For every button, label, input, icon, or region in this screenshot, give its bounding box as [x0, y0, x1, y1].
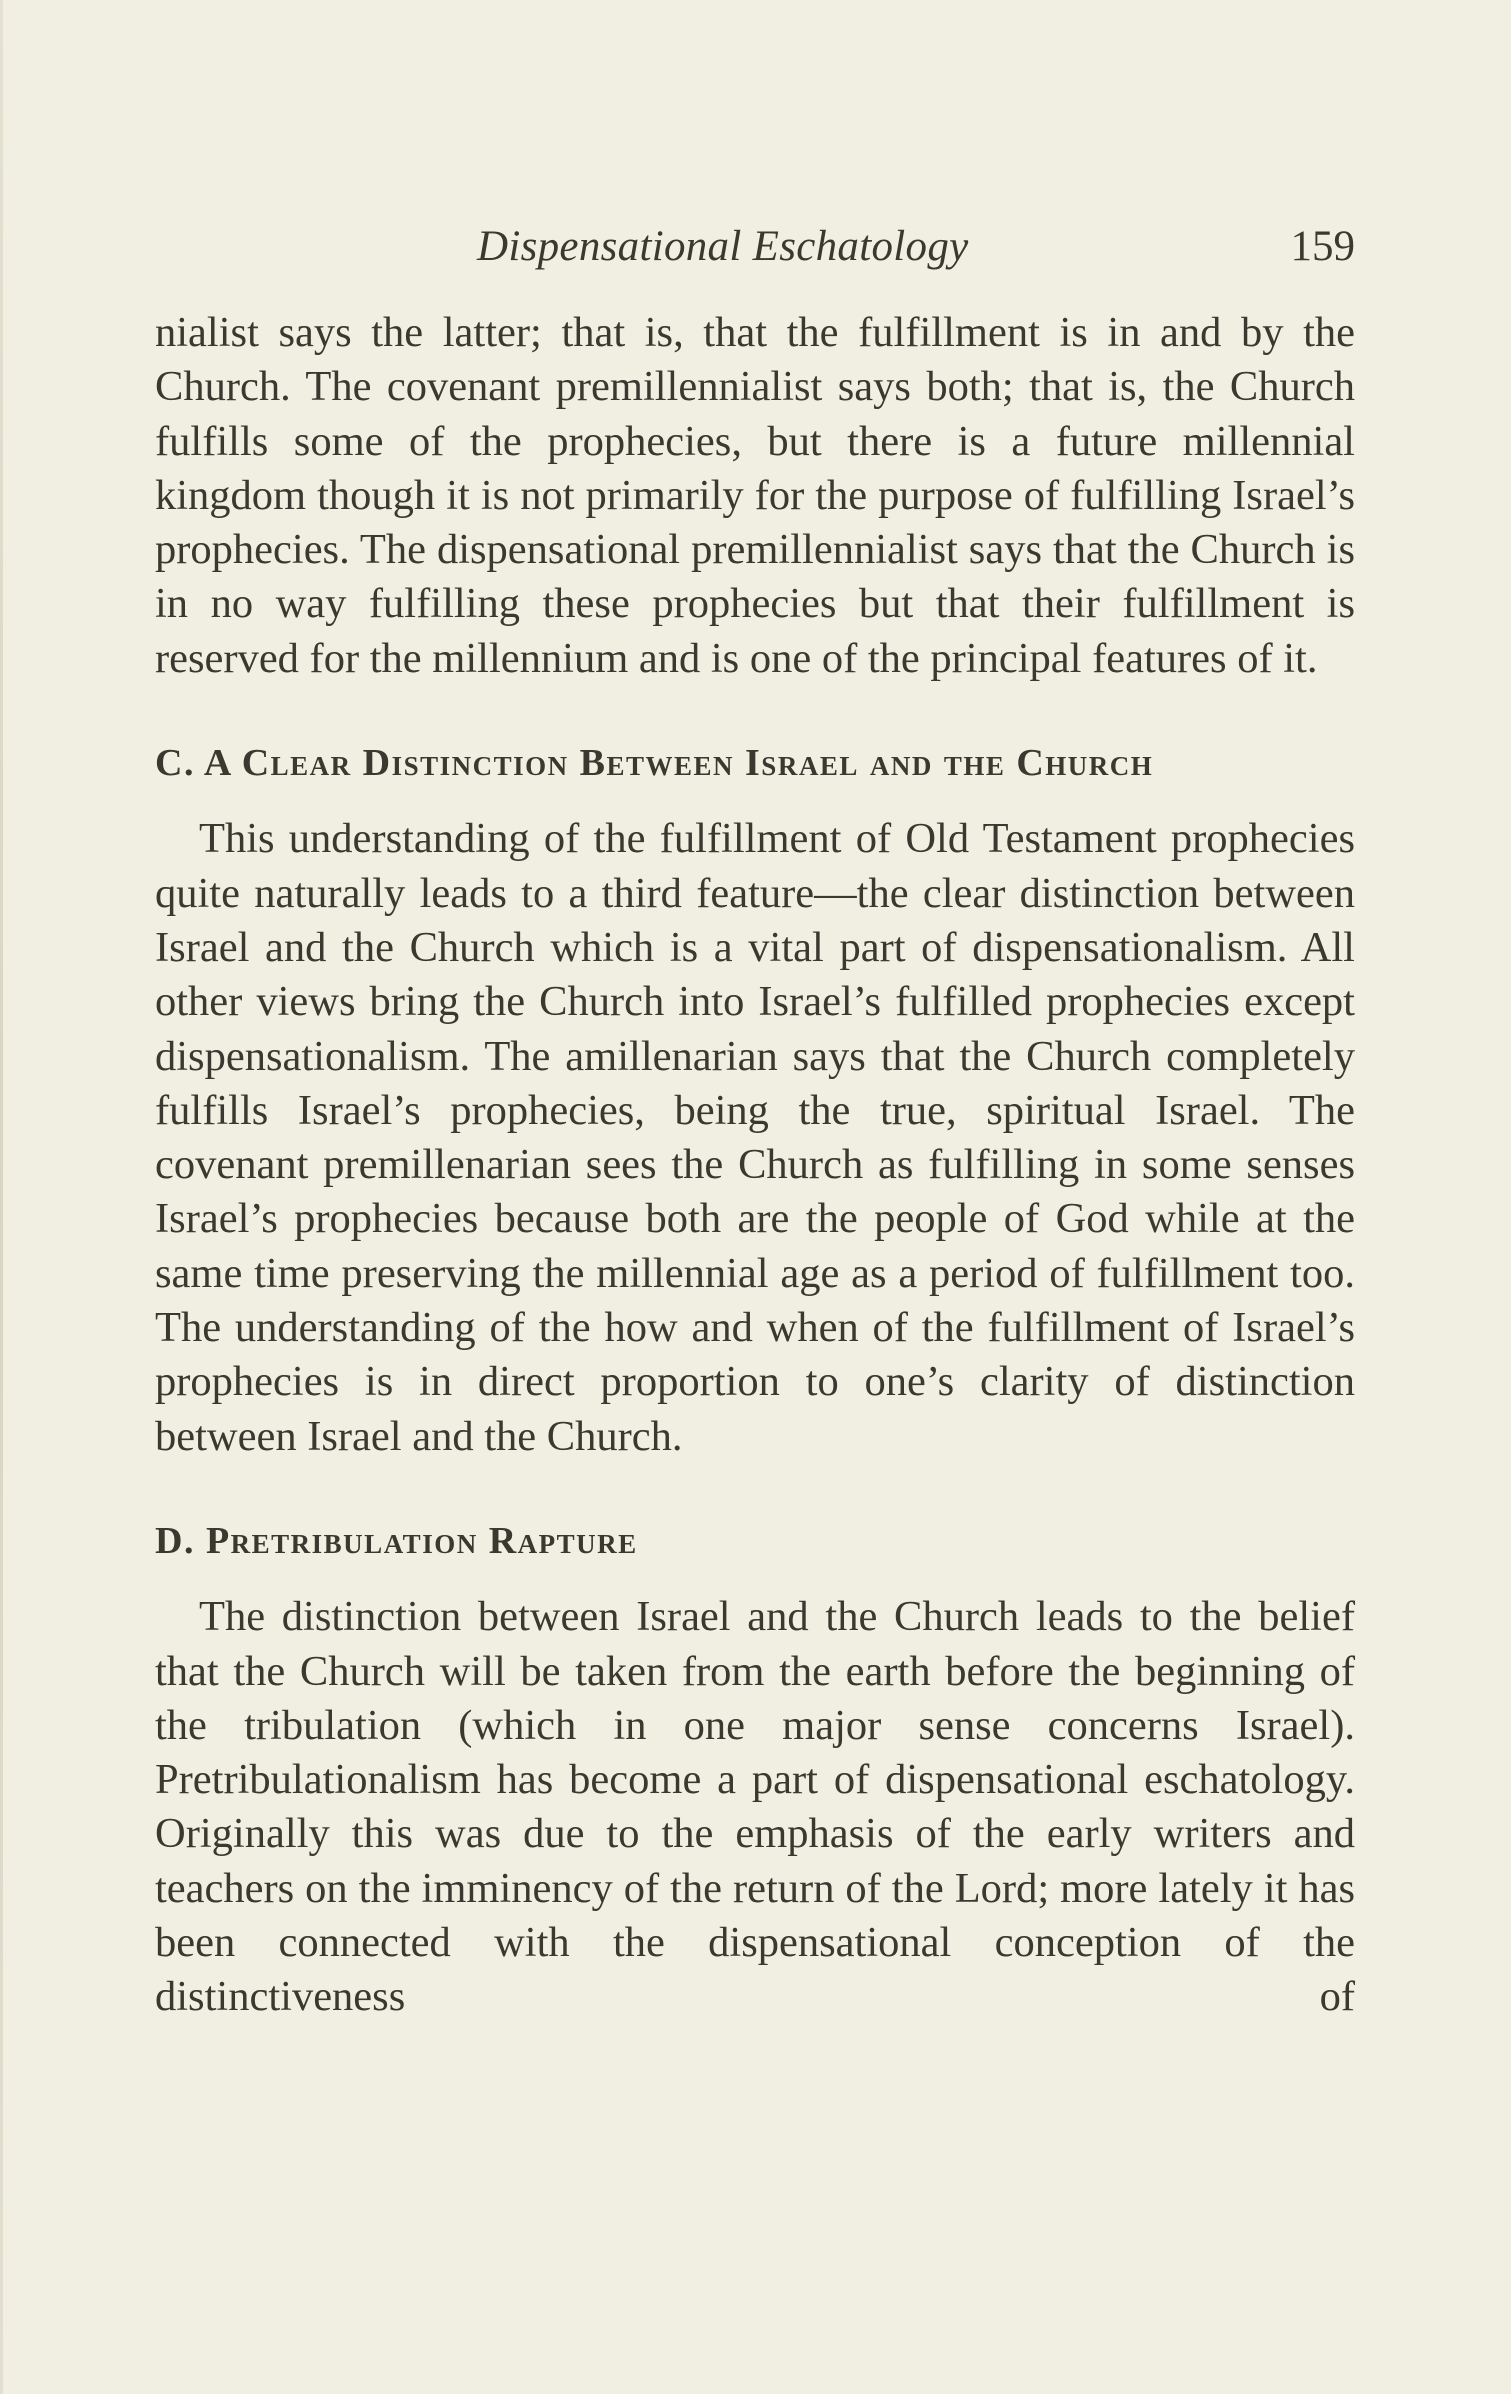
running-head: [155, 222, 1355, 282]
spacer: [155, 1568, 1355, 1590]
section-d-paragraph: The distinction between Israel and the Church leads to the belief that the Church will be taken from the earth before the beginning of the tribulation (which in one major sense concerns Israel). Pretribulationalism has become a part of dispensational eschatology. Originally this was due to the emphasis of the early writers and teachers on the imminency of the return of the Lord; more lately it has been connected with the dispensational conception of the distinctiveness of: [155, 1593, 1355, 2021]
section-c-heading: C. A Clear Distinction Between Israel and the Church: [155, 742, 1154, 785]
spacer: [155, 1464, 1355, 1514]
spacer: [155, 790, 1355, 812]
page-edge: [0, 0, 3, 2394]
section-d-heading: D. Pretribulation Rapture: [155, 1519, 638, 1562]
spacer: [155, 686, 1355, 736]
running-head-title: Dispensational Eschatology: [477, 223, 969, 270]
page-number: 159: [1290, 223, 1355, 270]
page-body: [155, 306, 1355, 2025]
section-c-paragraph: This understanding of the fulfillment of Old Testament prophecies quite naturally leads to a third feature—the clear distinction between Israel and the Church which is a vital part of dispensationalism. All other views bring the Church into Israel’s fulfilled prophecies except dispensationalism. The amillenarian says that the Church completely fulfills Israel’s prophecies, being the true, spiritual Israel. The covenant premillenarian sees the Church as fulfilling in some senses Israel’s prophecies because both are the people of God while at the same time preserving the millennial age as a period of fulfillment too. The understanding of the how and when of the fulfillment of Israel’s prophecies is in direct proportion to one’s clarity of distinction between Israel and the Church.: [155, 815, 1355, 1460]
continuation-paragraph: nialist says the latter; that is, that the fulfillment is in and by the Church. The covenant premillennialist says both; that is, the Church fulfills some of the prophecies, but there is a future millennial kingdom though it is not primarily for the purpose of fulfilling Israel’s prophecies. The dispensational premillennialist says that the Church is in no way fulfilling these prophecies but that their fulfillment is reserved for the millennium and is one of the principal features of it.: [155, 309, 1355, 682]
